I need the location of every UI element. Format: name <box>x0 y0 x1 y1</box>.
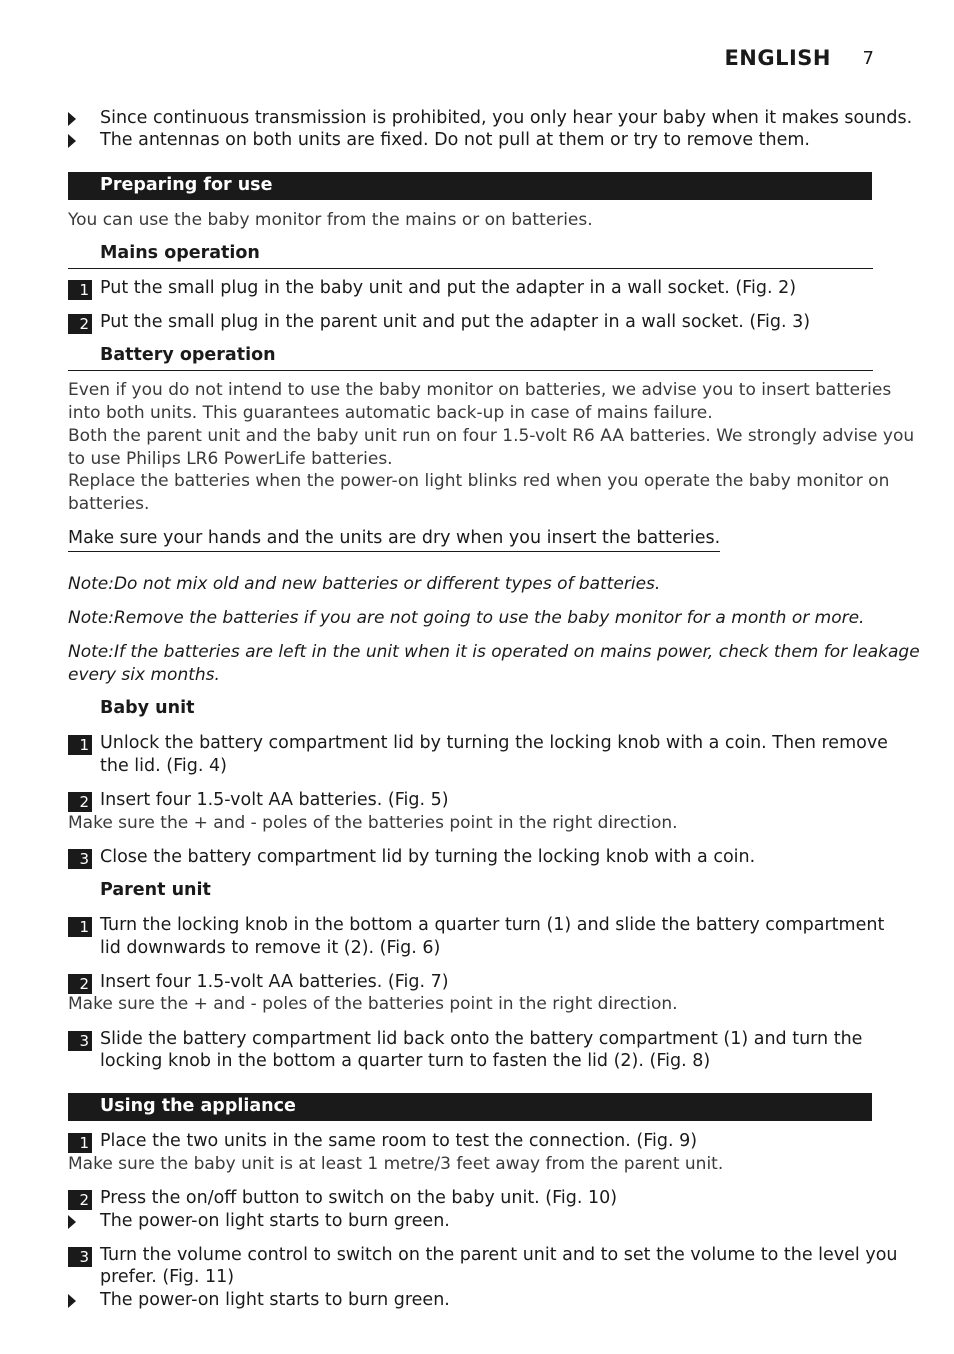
intro-bullet-text: The antennas on both units are fixed. Do not pull at them or try to remove them. <box>100 130 810 150</box>
step-number: 3 <box>68 1031 92 1051</box>
baby-step3-text: Close the battery compartment lid by turning the locking knob with a coin. <box>100 847 756 867</box>
baby-step2-text: Insert four 1.5-volt AA batteries. (Fig. 5) <box>100 790 449 810</box>
note-text: Note:If the batteries are left in the unit when it is operated on mains power, check them for leakage <box>68 642 920 662</box>
bullet-marker <box>68 1215 76 1229</box>
baby-step1-line: Unlock the battery compartment lid by turning the locking knob with a coin. Then remove <box>100 733 888 753</box>
bullet-marker <box>68 134 76 148</box>
step-number: 1 <box>68 917 92 937</box>
bullet-marker <box>68 1294 76 1308</box>
using-step1-text: Place the two units in the same room to test the connection. (Fig. 9) <box>100 1131 698 1151</box>
battery-warning: Make sure your hands and the units are dry when you insert the batteries. <box>68 527 720 552</box>
mains-step-text: Put the small plug in the parent unit and put the adapter in a wall socket. (Fig. 3) <box>100 312 811 332</box>
step-number: 1 <box>68 735 92 755</box>
parent-step1-line: lid downwards to remove it (2). (Fig. 6) <box>100 938 441 958</box>
note-text: Note:Remove the batteries if you are not going to use the baby monitor for a month or more. <box>68 608 865 628</box>
parent-step3-line: Slide the battery compartment lid back onto the battery compartment (1) and turn the <box>100 1029 863 1049</box>
using-step3-line: prefer. (Fig. 11) <box>100 1267 235 1287</box>
note-text: Note:Do not mix old and new batteries or different types of batteries. <box>68 574 661 594</box>
battery-paragraph-line: Even if you do not intend to use the baby monitor on batteries, we advise you to insert batteries <box>68 380 892 400</box>
mains-step-text: Put the small plug in the baby unit and put the adapter in a wall socket. (Fig. 2) <box>100 278 797 298</box>
page-header-language: ENGLISH <box>724 46 831 70</box>
step-number: 2 <box>68 792 92 812</box>
page-number: 7 <box>862 48 874 69</box>
using-step2-text: Press the on/off button to switch on the baby unit. (Fig. 10) <box>100 1188 618 1208</box>
battery-paragraph-line: into both units. This guarantees automatic back-up in case of mains failure. <box>68 403 713 423</box>
step-number: 2 <box>68 974 92 994</box>
subsection-rule <box>68 268 873 269</box>
using-step3-bullet: The power-on light starts to burn green. <box>100 1290 450 1310</box>
step-number: 1 <box>68 280 92 300</box>
note-text: every six months. <box>68 665 220 685</box>
using-step1-note: Make sure the baby unit is at least 1 metre/3 feet away from the parent unit. <box>68 1154 724 1174</box>
battery-paragraph-line: batteries. <box>68 494 150 514</box>
step-number: 2 <box>68 1190 92 1210</box>
section-title-using: Using the appliance <box>100 1096 296 1116</box>
subsection-rule <box>68 370 873 371</box>
parent-step2-note: Make sure the + and - poles of the batteries point in the right direction. <box>68 994 678 1014</box>
battery-paragraph-line: Replace the batteries when the power-on light blinks red when you operate the baby monitor on <box>68 471 890 491</box>
battery-paragraph-line: Both the parent unit and the baby unit run on four 1.5-volt R6 AA batteries. We strongly advise you <box>68 426 915 446</box>
parent-step3-line: locking knob in the bottom a quarter turn to fasten the lid (2). (Fig. 8) <box>100 1051 711 1071</box>
using-step3-line: Turn the volume control to switch on the parent unit and to set the volume to the level you <box>100 1245 898 1265</box>
battery-paragraph-line: to use Philips LR6 PowerLife batteries. <box>68 449 393 469</box>
baby-step2-note: Make sure the + and - poles of the batteries point in the right direction. <box>68 813 678 833</box>
subsection-title-baby-unit: Baby unit <box>100 698 195 718</box>
step-number: 1 <box>68 1133 92 1153</box>
section-heading-bar <box>68 1093 872 1121</box>
preparing-intro: You can use the baby monitor from the mains or on batteries. <box>68 210 593 230</box>
intro-bullet-text: Since continuous transmission is prohibited, you only hear your baby when it makes sounds. <box>100 108 913 128</box>
baby-step1-line: the lid. (Fig. 4) <box>100 756 227 776</box>
section-heading-bar <box>68 172 872 200</box>
step-number: 3 <box>68 849 92 869</box>
bullet-marker <box>68 112 76 126</box>
using-step2-bullet: The power-on light starts to burn green. <box>100 1211 450 1231</box>
subsection-title-battery: Battery operation <box>100 345 276 365</box>
subsection-title-mains: Mains operation <box>100 243 260 263</box>
parent-step2-text: Insert four 1.5-volt AA batteries. (Fig. 7) <box>100 972 449 992</box>
step-number: 3 <box>68 1247 92 1267</box>
step-number: 2 <box>68 314 92 334</box>
subsection-title-parent-unit: Parent unit <box>100 880 211 900</box>
section-title-preparing: Preparing for use <box>100 175 273 195</box>
parent-step1-line: Turn the locking knob in the bottom a quarter turn (1) and slide the battery compartment <box>100 915 885 935</box>
